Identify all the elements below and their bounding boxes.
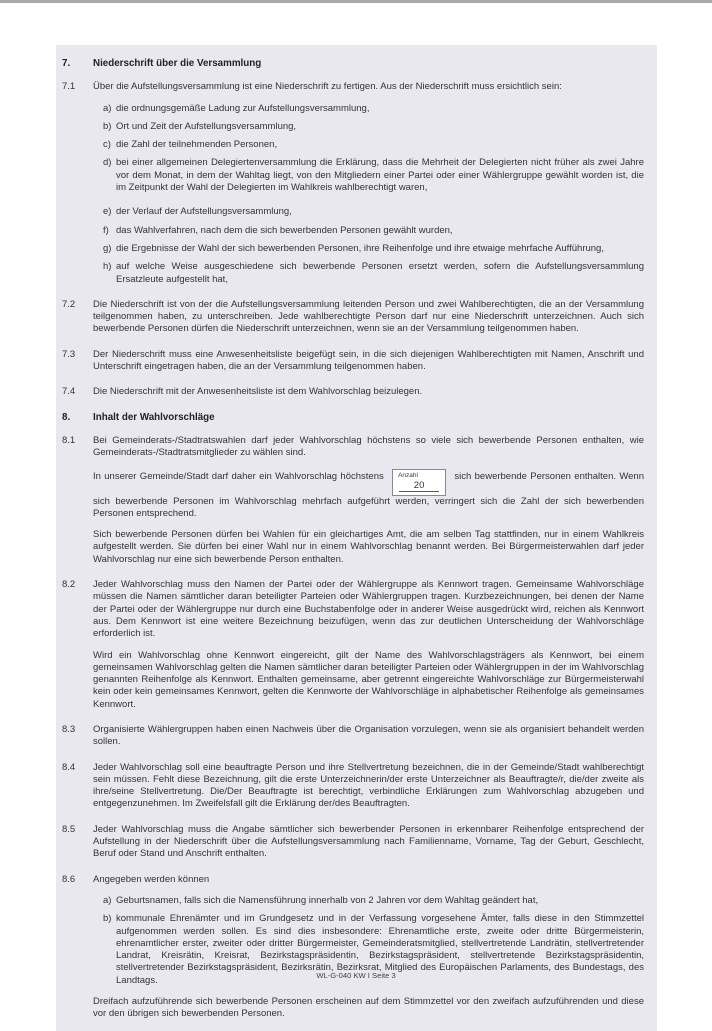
clause-text: Wird ein Wahlvorschlag ohne Kennwort eingereicht, gilt der Name des Wahlvorschlagsträgers als Kennwort, bei einem gemeinsamen Wahlvorschlag gelten die Namen sämtlicher daran beteiligter Parteien oder Wählergruppen in der im Wahlvorschlag genannten Reihenfolge als Kennwort. Enthalten gemeinsame, aber getrennt eingereichte Wahlvorschläge zur Bürgermeisterwahl kein oder kein gemeinsames Kennwort, gelten die Kennworte der Wahlvorschläge in alphabetischer Reihenfolge als gemeinsames Kennwort. <box>93 649 644 710</box>
anzahl-field-value: 20 <box>399 480 439 492</box>
clause-number: 7.2 <box>62 298 76 310</box>
clause-text: Sich bewerbende Personen dürfen bei Wahlen für ein gleichartiges Amt, die am selben Tag stattfinden, nur in einem Wahlkreis aufgestellt werden. Sie dürfen bei einer Wahl nur in einem Wahlvorschlag benannt werden. Bei Bürgermeisterwahlen darf jeder Wahlvorschlag nur eine sich bewerbende Person enthalten. <box>93 529 644 565</box>
list-item <box>103 261 644 286</box>
clause-8-4 <box>62 762 644 811</box>
clause-number: 8.4 <box>62 761 76 773</box>
list-item <box>103 895 644 907</box>
clause-7-3 <box>62 349 644 374</box>
list-item <box>103 121 644 133</box>
inline-text-after: sich bewerbende Personen enthalten. Wenn sich bewerbende Personen im Wahlvorschlag mehrfach aufgeführt werden, verringert sich die Zahl der sich bewerbenden Personen entsprechend. <box>93 470 644 519</box>
clause-number: 7.3 <box>62 348 76 360</box>
scan-edge <box>0 0 712 3</box>
clause-8-2 <box>62 579 644 711</box>
list-item-label: e) <box>103 206 112 218</box>
list-item-label: a) <box>103 894 112 906</box>
anzahl-field[interactable] <box>392 469 446 496</box>
clause-8-3 <box>62 724 644 749</box>
list-item-text: die Ergebnisse der Wahl der sich bewerbenden Personen, ihre Reihenfolge und ihre etwaige mehrfache Aufführung, <box>116 242 604 254</box>
clause-7-2 <box>62 299 644 336</box>
clause-number: 8.2 <box>62 579 76 591</box>
list-item-text: Geburtsnamen, falls sich die Namensführung innerhalb von 2 Jahren vor dem Wahltag geändert hat, <box>116 894 539 906</box>
list-item-label: c) <box>103 139 111 151</box>
clause-text: Jeder Wahlvorschlag soll eine beauftragte Person und ihre Stellvertretung bezeichnen, die in der Gemeinde/Stadt wahlberechtigt sein müssen. Fehlt diese Bezeichnung, gilt die erste Unterzeichnerin/der erste Unterzeichner als Beauftragte/r, die/der zweite als ihre/seine Stellvertretung. Die/Der Beauftragte ist berechtigt, verbindliche Erklärungen zum Wahlvorschlag abzugeben und entgegenzunehmen. Im Zweifelsfall gilt die Erklärung der/des Beauftragten. <box>93 761 644 810</box>
list-item-text: kommunale Ehrenämter und im Grundgesetz und in der Verfassung vorgesehene Ämter, falls diese in den Stimmzettel aufgenommen werden sollen. Es sind dies insbesondere: Ehrenamtliche erste, zweite oder dritte Bürgermeisterin, ehrenamtlicher erster, zweiter oder dritter Bürgermeister, Gemeinderatsmitglied, stellvertretende Landrätin, stellvertretender Landrat, Kreisrätin, Kreisrat, Bezirkstagspräsidentin, Bezirkstagspräsident, stellvertretende Bezirkstagspräsidentin, stellvertretender Bezirkstagspräsident, Bezirksrätin, Bezirksrat, Mitglied des Europäischen Parlaments, des Bundestags, des Landtags. <box>116 913 644 986</box>
clause-number: 8.1 <box>62 434 76 446</box>
list-item <box>103 103 644 115</box>
list-item-text: der Verlauf der Aufstellungsversammlung, <box>116 206 292 218</box>
list-item <box>103 243 644 255</box>
clause-closing-text: Dreifach aufzuführende sich bewerbende Personen erscheinen auf dem Stimmzettel vor den zweifach aufzuführenden und diese vor den übrigen sich bewerbenden Personen. <box>93 996 644 1020</box>
list-item-label: b) <box>103 913 112 925</box>
page-footer: WL-G-040 KW I Seite 3 <box>316 971 396 980</box>
anzahl-field-label: Anzahl <box>398 471 418 479</box>
list-item <box>103 225 644 237</box>
clause-text: Angegeben werden können <box>93 873 210 885</box>
clause-text: Die Niederschrift ist von der die Aufstellungsversammlung leitenden Person und zwei Wahlberechtigten, die an der Versammlung teilgenommen haben, zu unterschreiben. Jede wahlberechtigte Person darf nur eine Niederschrift unterzeichnen. Auch sich bewerbende Personen dürfen die Niederschrift unterzeichnen, wenn sie an der Versammlung teilgenommen haben. <box>93 298 644 335</box>
clause-7-1-list <box>93 103 644 286</box>
list-item-text: das Wahlverfahren, nach dem die sich bewerbenden Personen gewählt wurden, <box>116 224 453 236</box>
section-number: 7. <box>62 58 71 69</box>
list-item-text: auf welche Weise ausgeschiedene sich bewerbende Personen ersetzt werden, sofern die Aufstellungsversammlung Ersatzleute aufgestellt hat, <box>116 261 644 285</box>
clause-text: Über die Aufstellungsversammlung ist eine Niederschrift zu fertigen. Aus der Niederschrift muss ersichtlich sein: <box>93 81 562 93</box>
clause-number: 7.1 <box>62 81 76 93</box>
clause-8-6 <box>62 874 644 1021</box>
clause-text: Jeder Wahlvorschlag muss den Namen der Partei oder der Wählergruppe als Kennwort tragen. Gemeinsame Wahlvorschläge müssen die Namen sämtlicher daran beteiligter Parteien oder Wählergruppen tragen. Kurzbezeichnungen, bei denen der Name der Partei oder der Wählergruppe nur durch eine Buchstabenfolge oder in anderer Weise ausgedrückt wird, reichen als Kennwort aus. Dem Kennwort ist eine weitere Bezeichnung beizufügen, wenn das zur deutlichen Unterscheidung der Wahlvorschläge erforderlich ist. <box>93 579 644 640</box>
list-item-label: a) <box>103 102 112 114</box>
clause-text: Jeder Wahlvorschlag muss die Angabe sämtlicher sich bewerbender Personen in erkennbarer Reihenfolge entsprechend der Aufstellung in der Niederschrift über die Aufstellungsversammlung nach Familienname, Vorname, Tag der Geburt, Geschlecht, Beruf oder Stand und Anschrift enthalten. <box>93 823 644 860</box>
clause-8-5 <box>62 824 644 861</box>
clause-8-1 <box>62 435 644 566</box>
clause-text: Die Niederschrift mit der Anwesenheitsliste ist dem Wahlvorschlag beizulegen. <box>93 386 423 398</box>
clause-7-1 <box>62 81 644 286</box>
clause-text: Organisierte Wählergruppen haben einen Nachweis über die Organisation vorzulegen, wenn sie als organisiert behandelt werden sollen. <box>93 723 644 748</box>
list-item-label: b) <box>103 120 112 132</box>
clause-number: 8.6 <box>62 873 76 885</box>
clause-text: Bei Gemeinderats-/Stadtratswahlen darf jeder Wahlvorschlag höchstens so viele sich bewerbende Personen enthalten, wie Gemeinderats-/Stadtratsmitglieder zu wählen sind. <box>93 434 644 459</box>
list-item <box>103 157 644 194</box>
section-number: 8. <box>62 411 71 423</box>
section-7-heading <box>62 58 644 70</box>
list-item-text: die ordnungsgemäße Ladung zur Aufstellungsversammlung, <box>116 102 370 114</box>
clause-text-with-field <box>93 469 644 521</box>
clause-number: 7.4 <box>62 386 76 398</box>
inline-text-before: In unserer Gemeinde/Stadt darf daher ein Wahlvorschlag höchstens <box>93 470 384 482</box>
list-item-label: d) <box>103 157 112 169</box>
clause-number: 8.5 <box>62 823 76 835</box>
clause-text: Der Niederschrift muss eine Anwesenheitsliste beigefügt sein, in die sich diejenigen Wahlberechtigten mit Namen, Anschrift und Unterschrift eingetragen haben, die an der Versammlung teilgenommen haben. <box>93 348 644 373</box>
section-title: Inhalt der Wahlvorschläge <box>93 411 215 423</box>
list-item <box>103 206 644 218</box>
list-item-text: die Zahl der teilnehmenden Personen, <box>116 139 278 151</box>
document-content <box>56 45 657 1031</box>
list-item-text: Ort und Zeit der Aufstellungsversammlung, <box>116 120 297 132</box>
section-title: Niederschrift über die Versammlung <box>93 58 262 69</box>
list-item-label: g) <box>103 242 112 254</box>
list-item-label: f) <box>103 224 109 236</box>
list-item-text: bei einer allgemeinen Delegiertenversammlung die Erklärung, dass die Mehrheit der Delegierten nicht früher als zwei Jahre vor dem Monat, in dem der Wahltag liegt, von den Mitgliedern einer Partei oder einer Wählergruppe gewählt worden ist, die im Zeitpunkt der Wahl der Delegierten im Wahlkreis wahlberechtigt waren, <box>116 157 644 194</box>
section-8-heading <box>62 412 644 424</box>
list-item <box>103 139 644 151</box>
list-item-label: h) <box>103 261 112 273</box>
clause-number: 8.3 <box>62 723 76 735</box>
clause-7-4 <box>62 386 644 398</box>
